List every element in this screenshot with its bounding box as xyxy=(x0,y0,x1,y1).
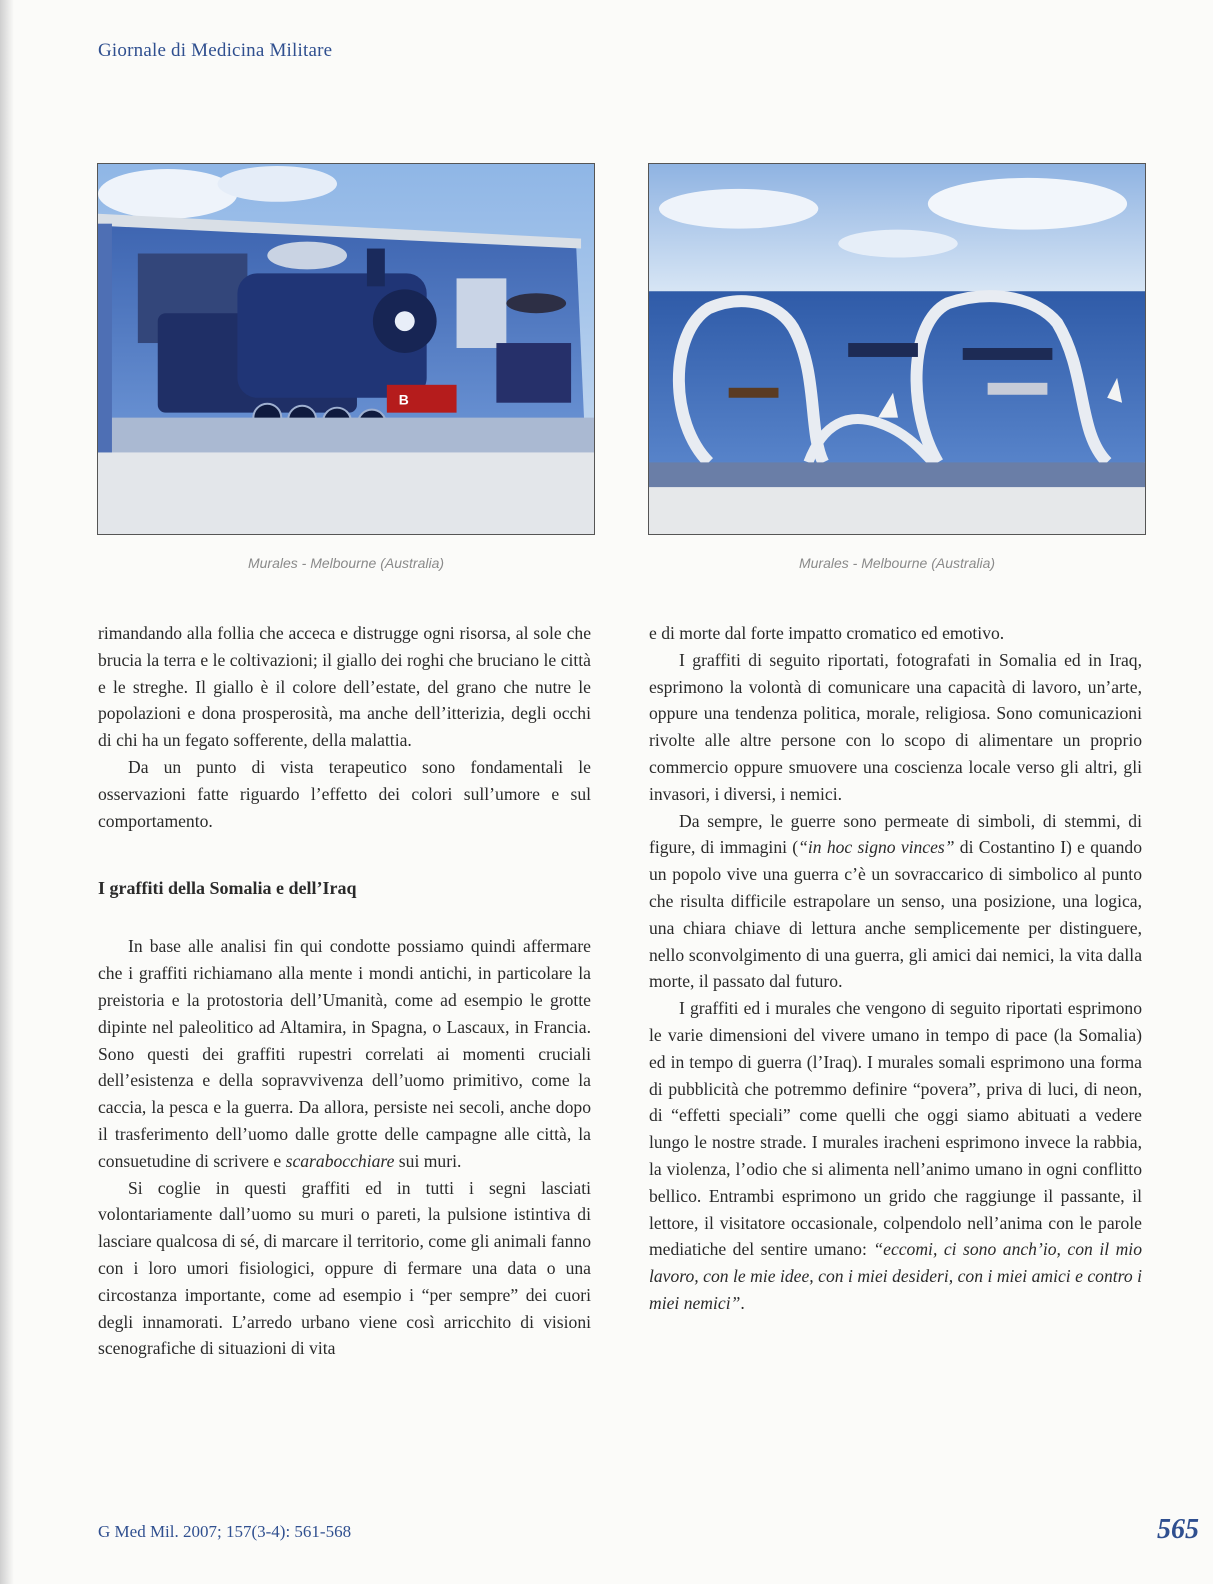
figure-caption-1: Murales - Melbourne (Australia) xyxy=(247,555,445,571)
page-gutter-shadow xyxy=(0,0,14,1584)
paragraph: I graffiti ed i murales che vengono di seguito riportati esprimono le varie dimensioni del vivere umano in tempo di pace (la Somalia) ed in tempo di guerra (l’Iraq). I murales somali esprimono una forma di pubblicità che potremmo definire “povera”, priva di luci, di neon, di “effetti speciali” come quelli che oggi siamo abituati a vedere lungo le nostre strade. I murales iracheni esprimono invece la rabbia, la violenza, l’odio che si alimenta nell’animo umano in ogni conflitto bellico. Entrambi esprimono un grido che raggiunge il passante, il lettore, il visitatore occasionale, colpendolo nell’anima con le parole mediatiche del sentire umano: “eccomi, ci sono anch’io, con il mio lavoro, con le mie idee, con i miei desideri, con i miei amici e contro i miei nemici”. xyxy=(649,998,1142,1313)
figure-mural-locomotive xyxy=(97,163,595,535)
figure-caption-2: Murales - Melbourne (Australia) xyxy=(798,555,996,571)
journal-header: Giornale di Medicina Militare xyxy=(98,40,333,61)
paragraph: Si coglie in questi graffiti ed in tutti i segni lasciati volontariamente dall’uomo su muri o pareti, la pulsione istintiva di lasciare qualcosa di sé, di marcare il territorio, come gli animali fanno con i loro umori fisiologici, oppure di fermare una data o una circostanza importante, come ad esempio i “per sempre” dei cuori degli innamorati. L’arredo urbano viene così arricchito di visioni scenografiche di situazioni di vita xyxy=(98,1177,591,1359)
paragraph: I graffiti di seguito riportati, fotografati in Somalia ed in Iraq, esprimono la volontà di comunicare una capacità di lavoro, un’arte, oppure una tendenza politica, morale, religiosa. Sono comunicazioni rivolte alle altre persone con lo scopo di alimentare un proprio commercio oppure smuovere una coscienza locale verso gli altri, gli invasori, i diversi, i nemici. xyxy=(649,649,1142,804)
harbour-mural-image xyxy=(649,164,1145,534)
figure-mural-harbour xyxy=(648,163,1146,535)
svg-text:B: B xyxy=(398,391,409,408)
right-text-column xyxy=(649,620,1142,1317)
paragraph: Da sempre, le guerre sono permeate di simboli, di stemmi, di figure, di immagini (“in hoc signo vinces” di Costantino I) e quando un popolo vive una guerra c’è un sovraccarico di simbolico al punto che risulta difficile estrapolare un senso, una posizione, una logica, una chiara chiave di lettura anche semplicemente per distinguere, nello sconvolgimento di una guerra, gli amici dai nemici, la vita dalla morte, il passato dal futuro. xyxy=(649,810,1142,992)
paragraph: rimandando alla follia che acceca e distrugge ogni risorsa, al sole che brucia la terra e le coltivazioni; il giallo dei roghi che bruciano le città e le streghe. Il giallo è il colore dell’estate, del grano che nutre le popolazioni e dona prosperosità, ma anche dell’itterizia, degli occhi di chi ha un fegato sofferente, della malattia. xyxy=(98,623,591,751)
locomotive-mural-image xyxy=(98,164,594,534)
paragraph: e di morte dal forte impatto cromatico ed emotivo. xyxy=(649,623,1005,643)
left-text-column xyxy=(98,620,591,1362)
footer-citation: G Med Mil. 2007; 157(3-4): 561-568 xyxy=(98,1522,352,1541)
page-number: 565 xyxy=(1157,1514,1199,1545)
section-heading: I graffiti della Somalia e dell’Iraq xyxy=(98,878,357,899)
paragraph: Da un punto di vista terapeutico sono fondamentali le osservazioni fatte riguardo l’effetto dei colori sull’umore e sul comportamento. xyxy=(98,756,591,831)
paragraph: In base alle analisi fin qui condotte possiamo quindi affermare che i graffiti richiamano alla mente i mondi antichi, in particolare la preistoria e la protostoria dell’Umanità, come ad esempio le grotte dipinte nel paleolitico ad Altamira, in Spagna, o Lascaux, in Francia. Sono questi dei graffiti rupestri correlati ai momenti cruciali dell’esistenza e della sopravvivenza dell’uomo primitivo, come la caccia, la pesca e la guerra. Da allora, persiste nei secoli, anche dopo il trasferimento dell’uomo dalle grotte delle campagne alle città, la consuetudine di scrivere e scarabocchiare sui muri. xyxy=(98,936,591,1171)
